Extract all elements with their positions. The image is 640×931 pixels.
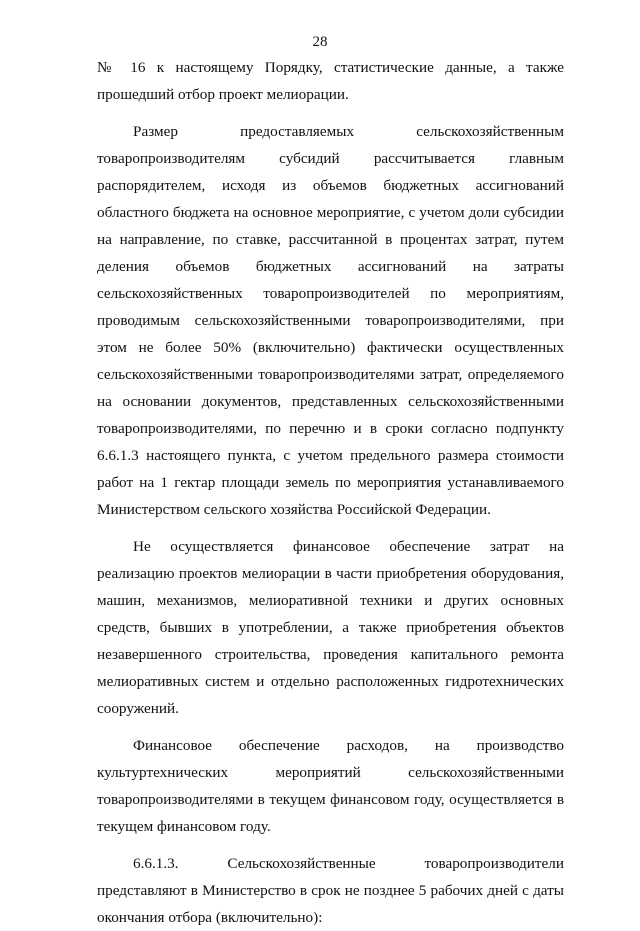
paragraph-cultural-measures: Финансовое обеспечение расходов, на производство культуртехнических мероприятий сельскохозяйственными товаропроизводителями в текущем финансовом году, осуществляется в текущем финансовом году. [97,737,564,835]
page-number: 28 [312,34,328,50]
paragraph-subsidy-size: Размер предоставляемых сельскохозяйственным товаропроизводителям субсидий рассчитывается главным распорядителем, исходя из объемов бюджетных ассигнований областного бюджета на основное мероприятие, с учетом доли субсидии на направление, по ставке, рассчитанной в процентах затрат, путем деления объемов бюджетных ассигнований на затраты сельскохозяйственных товаропроизводителей по мероприятиям, проводимым сельскохозяйственными товаропроизводителями, при этом не более 50% (включительно) фактически осуществленных сельскохозяйственными товаропроизводителями затрат, определяемого на основании документов, представленных сельскохозяйственными товаропроизводителями, по перечню и в сроки согласно подпункту 6.6.1.3 настоящего пункта, с учетом предельного размера стоимости работ на 1 гектар площади земель по мероприятия устанавливаемого Министерством сельского хозяйства Российской Федерации. [97,123,564,518]
paragraph-exclusions: Не осуществляется финансовое обеспечение затрат на реализацию проектов мелиорации в части приобретения оборудования, машин, механизмов, мелиоративной техники и других основных средств, бывших в употреблении, а также приобретения объектов незавершенного строительства, проведения капитального ремонта мелиоративных систем и отдельно расположенных гидротехнических сооружений. [97,538,564,717]
document-body [97,54,564,931]
paragraph-continuation: № 16 к настоящему Порядку, статистические данные, а также прошедший отбор проект мелиорации. [97,59,564,103]
paragraph-6-6-1-3: 6.6.1.3. Сельскохозяйственные товаропроизводители представляют в Министерство в срок не позднее 5 рабочих дней с даты окончания отбора (включительно): [97,855,564,926]
